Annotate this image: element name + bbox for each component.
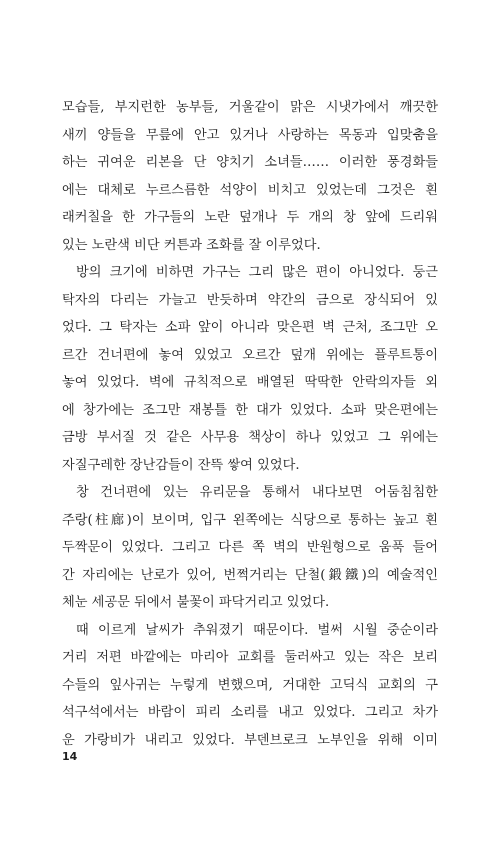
text-line: 탁자의 다리는 가늘고 반듯하며 약간의 금으로 장식되어 있	[62, 292, 438, 308]
text-line: 었다. 그 탁자는 소파 앞이 아니라 맞은편 벽 근처, 조그만 오	[62, 320, 438, 335]
body-text	[62, 94, 438, 754]
paragraph	[62, 479, 438, 617]
text-line: 에는 대체로 누르스름한 석양이 비치고 있었는데 그것은 흰	[62, 182, 438, 198]
text-line: 두짝문이 있었다. 그리고 다른 쪽 벽의 반원형으로 움푹 들어	[62, 540, 438, 555]
paragraph	[62, 94, 438, 259]
text-line: 래커칠을 한 가구들의 노란 덮개나 두 개의 창 앞에 드리워	[62, 210, 438, 225]
text-line: 운 가랑비가 내리고 있었다. 부덴브로크 노부인을 위해 이미	[62, 732, 438, 748]
text-line: 하는 귀여운 리본을 단 양치기 소녀들…… 이러한 풍경화들	[62, 155, 438, 170]
text-line: 방의 크기에 비하면 가구는 그리 많은 편이 아니었다. 둥근	[76, 265, 438, 280]
text-line: 금방 부서질 것 같은 사무용 책상이 하나 있었고 그 위에는	[62, 430, 438, 445]
text-line: 간 자리에는 난로가 있어, 번쩍거리는 단철(鍛鐵)의 예술적인	[62, 567, 438, 583]
text-line: 르간 건너편에 놓여 있었고 오르간 덮개 위에는 플루트통이	[62, 347, 438, 363]
text-line: 주랑(柱廊)이 보이며, 입구 왼쪽에는 식당으로 통하는 높고 흰	[62, 512, 438, 528]
text-line: 때 이르게 날씨가 추워졌기 때문이다. 벌써 시월 중순이라	[76, 622, 438, 638]
text-line: 에 창가에는 조그만 재봉틀 한 대가 있었다. 소파 맞은편에는	[62, 402, 438, 418]
text-line: 수들의 잎사귀는 누렇게 변했으며, 거대한 고딕식 교회의 구	[62, 677, 438, 693]
text-line: 자질구레한 장난감들이 잔뜩 쌓여 있었다.	[62, 457, 300, 473]
text-line: 창 건너편에 있는 유리문을 통해서 내다보면 어둠침침한	[76, 485, 438, 500]
text-line: 놓여 있었다. 벽에 규칙적으로 배열된 딱딱한 안락의자들 외	[62, 375, 438, 390]
text-line: 거리 저편 바깥에는 마리아 교회를 둘러싸고 있는 작은 보리	[62, 650, 438, 665]
text-line: 있는 노란색 비단 커튼과 조화를 잘 이루었다.	[62, 237, 321, 253]
paragraph	[62, 617, 438, 755]
page-number: 14	[62, 750, 78, 763]
text-line: 새끼 양들을 무릎에 안고 있거나 사랑하는 목동과 입맞춤을	[62, 127, 438, 143]
text-line: 모습들, 부지런한 농부들, 거울같이 맑은 시냇가에서 깨끗한	[62, 100, 438, 115]
paragraph	[62, 259, 438, 479]
text-line: 체눈 세공문 뒤에서 불꽃이 파닥거리고 있었다.	[62, 595, 330, 610]
text-line: 석구석에서는 바람이 피리 소리를 내고 있었다. 그리고 차가	[62, 705, 438, 720]
